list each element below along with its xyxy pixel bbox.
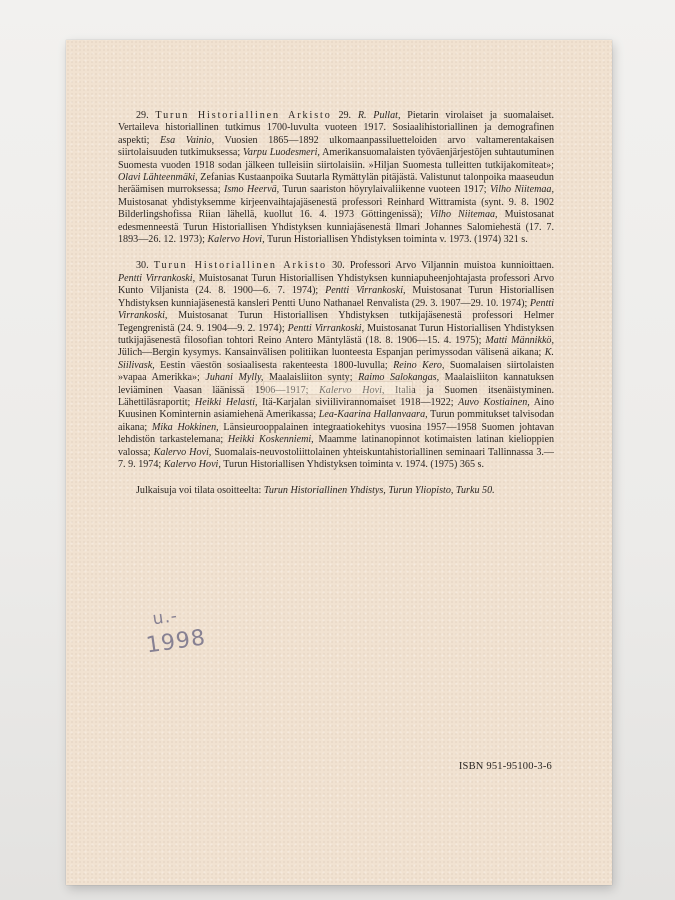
- author-name: Olavi Lähteenmäki,: [118, 172, 198, 184]
- entry-text: 30. Professori Arvo Viljannin muistoa kunnioittaen.: [326, 260, 554, 272]
- author-name: Pentti Virrankoski,: [118, 272, 196, 284]
- entry-text: Suomalaisen siirtolaisten »vapaa Amerikka»;: [118, 359, 554, 384]
- order-info: [118, 485, 554, 497]
- author-name: Mika Hokkinen,: [151, 421, 219, 433]
- price-sticker-residue: [263, 381, 413, 395]
- entry-text: Pietarin virolaiset ja suomalaiset. Vertaileva historiallinen tutkimus 1700-luvulta vuoteen 1917. Sosiaalihistoriallinen ja demografinen aspekti;: [118, 110, 554, 146]
- entry-text: Suomalais-neuvostoliittolainen yhteiskuntahistoriallinen seminaari Tallinnassa 3.—7. 9. 1974;: [118, 446, 555, 470]
- author-name: Kalervo Hovi,: [207, 234, 265, 246]
- author-name: Auvo Kostiainen,: [458, 396, 530, 408]
- author-name: Heikki Helasti,: [194, 396, 258, 408]
- entry-text: Turun Historiallisen Yhdistyksen toiminta v. 1973. (1974) 321 s.: [264, 234, 528, 246]
- author-name: Esa Vainio,: [160, 134, 215, 146]
- entry-text: 30.: [136, 260, 154, 272]
- entry-text: Vuosien 1865—1892 ulkomaanpassiluetteloiden arvo valtamerentakaisen siirtolaisuuden tutkimuksessa;: [118, 134, 555, 159]
- author-name: Pentti Virrankoski,: [325, 285, 406, 297]
- entry-text: Muistosanat Turun Historiallisen Yhdistyksen kunniajäsenestä kansleri Pentti Uuno Nathanael Renvalista (29. 3. 1907—29. 10. 1974);: [118, 285, 555, 309]
- author-name: Varpu Luodesmeri,: [242, 147, 320, 159]
- entry-text: Turun saariston höyrylaivaliikenne vuoteen 1917;: [279, 184, 490, 196]
- book-back-cover: [66, 40, 612, 885]
- entry-30: [118, 260, 554, 471]
- series-title: Turun Historiallinen Arkisto: [153, 260, 327, 272]
- author-name: Kalervo Hovi,: [153, 446, 212, 458]
- entry-text: 29.: [331, 110, 358, 121]
- author-name: Juhani Mylly,: [205, 372, 264, 384]
- author-name: Pentti Virrankoski,: [118, 297, 554, 322]
- entry-text: Itä-Karjalan siviilivirannomaiset 1918—1922;: [257, 396, 459, 408]
- entry-text: Länsieurooppalainen integraatiokehitys vuosina 1957—1958 Suomen johtavan lehdistön tarkastelemana;: [118, 421, 555, 446]
- entry-text: Maalaisliiton kannatuksen leviäminen Vaasan läänissä 1906—1917;: [118, 372, 554, 396]
- entry-text: Eestin väestön sosiaalisesta rakenteesta 1800-luvulla;: [154, 359, 394, 371]
- author-name: Heikki Koskenniemi,: [227, 434, 314, 446]
- author-name: Pentti Virrankoski,: [287, 322, 365, 334]
- author-name: R. Pullat,: [357, 110, 401, 121]
- handwritten-price: u.-: [151, 606, 180, 630]
- entry-text: Muistosanat yhdistyksemme kirjeenvaihtajajäsenestä professori Reinhard Wittramista (synt. 9. 8. 1902 Bilderlingshofissa Riian lähellä, kuollut 16. 4. 1973 Göttingenissä);: [118, 196, 554, 221]
- publication-list: [118, 110, 554, 508]
- order-prefix: Julkaisuja voi tilata osoitteelta:: [136, 485, 264, 497]
- entry-text: Jülich—Bergin kysymys. Kansainvälisen politiikan luonteesta Espanjan perimyssodan välisenä aikana;: [118, 347, 545, 359]
- entry-text: Aino Kuusinen Kominternin asiamiehenä Amerikassa;: [118, 396, 554, 421]
- entry-text: Muistosanat Turun Historiallisen Yhdistyksen tutkijajäsenestä professori Helmer Tegengrenistä (24. 9. 1904—9. 2. 1974);: [118, 310, 554, 334]
- author-name: Reino Kero,: [393, 359, 445, 371]
- author-name: Raimo Salokangas,: [358, 372, 440, 384]
- isbn-number: ISBN 951-95100-3-6: [458, 761, 552, 772]
- entry-text: Muistosanat Turun Historiallisen Yhdistyksen kunniapuheenjohtajasta professori Arvo Kunto Viljanista (24. 8. 1900—6. 7. 1974);: [118, 272, 554, 297]
- entry-text: Amerikansuomalaisten työväenjärjestöjen suhtautuminen Suomesta vuoden 1918 sodan jälkeen tulleisiin siirtolaisiin. »Hiljan Suomesta tulleitten tutkijakomiteat»;: [118, 147, 554, 171]
- author-name: Ismo Heervä,: [223, 184, 280, 196]
- handwritten-note: [141, 600, 208, 660]
- entry-text: Turun pommitukset talvisodan aikana;: [118, 409, 554, 433]
- author-name: Kalervo Hovi,: [319, 384, 385, 396]
- entry-text: Turun Historiallisen Yhdistyksen toiminta v. 1974. (1975) 365 s.: [220, 458, 484, 470]
- series-title: Turun Historiallinen Arkisto: [155, 110, 332, 121]
- order-address: Turun Historiallinen Yhdistys, Turun Yliopisto, Turku 50.: [263, 485, 495, 497]
- author-name: Vilho Niitemaa,: [489, 184, 554, 196]
- author-name: Kalervo Hovi,: [163, 458, 221, 470]
- handwritten-year: 1998: [144, 625, 208, 659]
- entry-text: 29.: [136, 110, 156, 121]
- entry-text: Maalaisliiton synty;: [263, 372, 359, 384]
- entry-text: Muistosanat edesmenneestä Turun Historiallisen Yhdistyksen kunniajäsenestä Ilmari Johannes Salomiehestä (17. 7. 1893—26. 12. 1973);: [118, 209, 554, 246]
- author-name: Matti Männikkö,: [485, 334, 554, 346]
- entry-text: Maamme latinanopinnot kotimaisten latinan kielioppien valossa;: [118, 434, 554, 458]
- entry-text: Zefanias Kustaanpoika Suutarla Rymättylän pitäjästä. Valistunut talonpoika maaseudun heräämisen murroksessa;: [118, 172, 554, 196]
- author-name: K. Siilivask,: [118, 347, 554, 371]
- entry-text: Muistosanat Turun Historiallisen Yhdistyksen tutkijajäsenestä filosofian tohtori Reino Antero Mäntylästä (18. 8. 1906—15. 4. 1975);: [118, 322, 554, 346]
- author-name: Vilho Niitemaa,: [429, 209, 498, 221]
- entry-text: Italia ja Suomen itsenäistyminen. Lähettiläsraportit;: [118, 384, 554, 408]
- entry-29: [118, 110, 554, 246]
- author-name: Lea-Kaarina Hallanvaara,: [318, 409, 428, 421]
